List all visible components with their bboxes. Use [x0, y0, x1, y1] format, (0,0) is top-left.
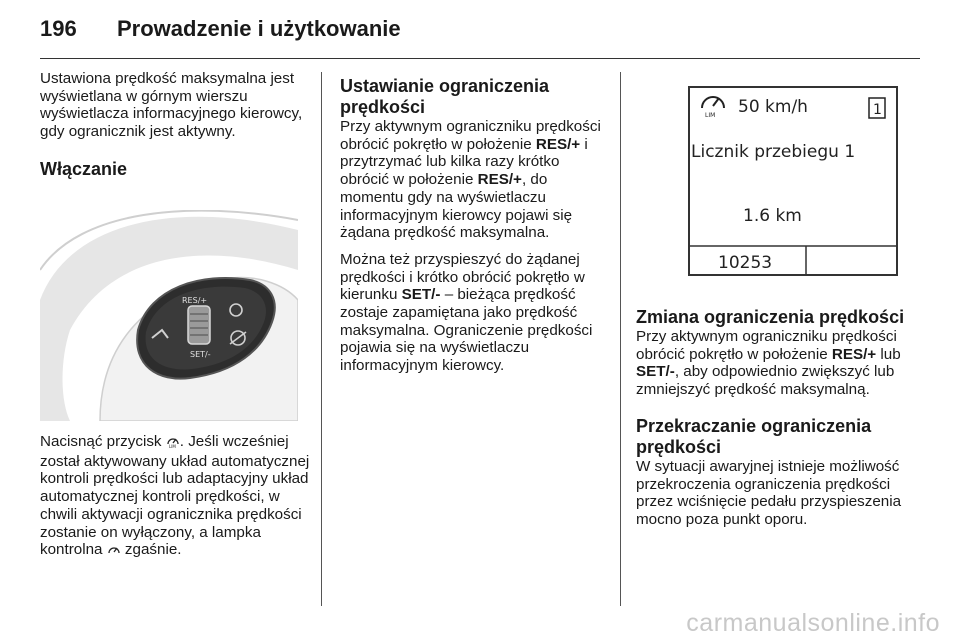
set-label: SET/- — [190, 350, 211, 359]
column-divider — [620, 72, 621, 606]
text-fragment: zgaśnie. — [120, 541, 182, 559]
heading-change-limit: Zmiana ograniczenia prędkości — [636, 307, 905, 327]
paragraph-change — [636, 328, 908, 399]
text-fragment: Przy aktywnym ograniczniku prędkości obrócić pokrętło w położenie — [636, 328, 897, 363]
text-fragment: lub — [876, 345, 901, 363]
text-fragment: , do momentu gdy na wyświetlaczu informacyjnym kierowcy pojawi się żądana prędkość maksymalna. — [340, 171, 573, 242]
steering-wheel-illustration — [40, 210, 298, 421]
res-label: RES/+ — [182, 296, 208, 305]
svg-text:LIM: LIM — [168, 444, 176, 448]
trip-badge: 1 — [873, 102, 882, 118]
bold-fragment: SET/- — [401, 286, 441, 304]
text-fragment: . Jeśli wcześniej został aktywowany układ automatycznej kontroli prędkości lub adaptacyjny układ automatycznej kontroli prędkości, w chwili aktywacji ogranicznika prędkości zostanie on wyłączony, a lampka kontrolna — [40, 433, 310, 559]
heading-exceed-limit: Przekraczanie ograniczenia prędkości — [636, 415, 872, 457]
set-speed: 50 km/h — [738, 97, 808, 117]
speed-limiter-icon — [166, 434, 180, 453]
bold-fragment: RES/+ — [535, 135, 581, 153]
text-fragment: Można też przyspieszyć do żądanej prędkości i krótko obrócić pokrętło w kierunku — [340, 250, 585, 304]
trip-value: 1.6 km — [743, 206, 802, 226]
icon-label: LIM — [705, 112, 716, 119]
text-fragment: Przy aktywnym ograniczniku prędkości obrócić pokrętło w położenie — [340, 118, 601, 153]
odometer-value: 10253 — [718, 253, 773, 273]
bold-fragment: SET/- — [636, 363, 675, 381]
paragraph-set-1 — [340, 118, 610, 242]
column-right — [636, 307, 908, 529]
cruise-control-icon — [107, 542, 121, 561]
bold-fragment: RES/+ — [831, 345, 877, 363]
intro-paragraph: Ustawiona prędkość maksymalna jest wyświetlana w górnym wierszu wyświetlacza informacyjnego kierowcy, gdy ogranicznik jest aktywny. — [40, 70, 303, 141]
text-fragment: – bieżąca prędkość zostaje zapamiętana jako prędkość maksymalna. Ograniczenie prędkości pojawia się na wyświetlaczu informacyjnym kierowcy. — [340, 286, 593, 375]
watermark: carmanualsonline.info — [686, 609, 940, 637]
paragraph-on — [40, 433, 312, 561]
driver-information-display — [688, 86, 898, 276]
heading-set-limit: Ustawianie ograniczenia prędkości — [340, 76, 550, 117]
heading-on: Włączanie — [40, 158, 128, 179]
page-title: Prowadzenie i użytkowanie — [117, 16, 401, 41]
paragraph-exceed: W sytuacji awaryjnej istnieje możliwość przekroczenia ograniczenia prędkości przez wciśnięcie pedału przyspieszenia mocno poza punkt oporu. — [636, 457, 902, 528]
text-fragment: i przytrzymać lub kilka razy krótko obrócić w położenie — [340, 135, 588, 189]
column-divider — [321, 72, 322, 606]
page-header — [40, 16, 920, 46]
column-left — [40, 70, 312, 180]
column-left-lower — [40, 433, 312, 561]
trip-label: Licznik przebiegu 1 — [691, 142, 856, 162]
header-rule — [40, 58, 920, 59]
bold-fragment: RES/+ — [477, 171, 522, 189]
paragraph-set-2 — [340, 251, 610, 375]
text-fragment: , aby odpowiednio zwiększyć lub zmniejszyć prędkość maksymalną. — [636, 363, 895, 399]
text-fragment: Nacisnąć przycisk — [40, 433, 166, 450]
page-number: 196 — [40, 16, 77, 41]
column-middle — [340, 76, 610, 375]
